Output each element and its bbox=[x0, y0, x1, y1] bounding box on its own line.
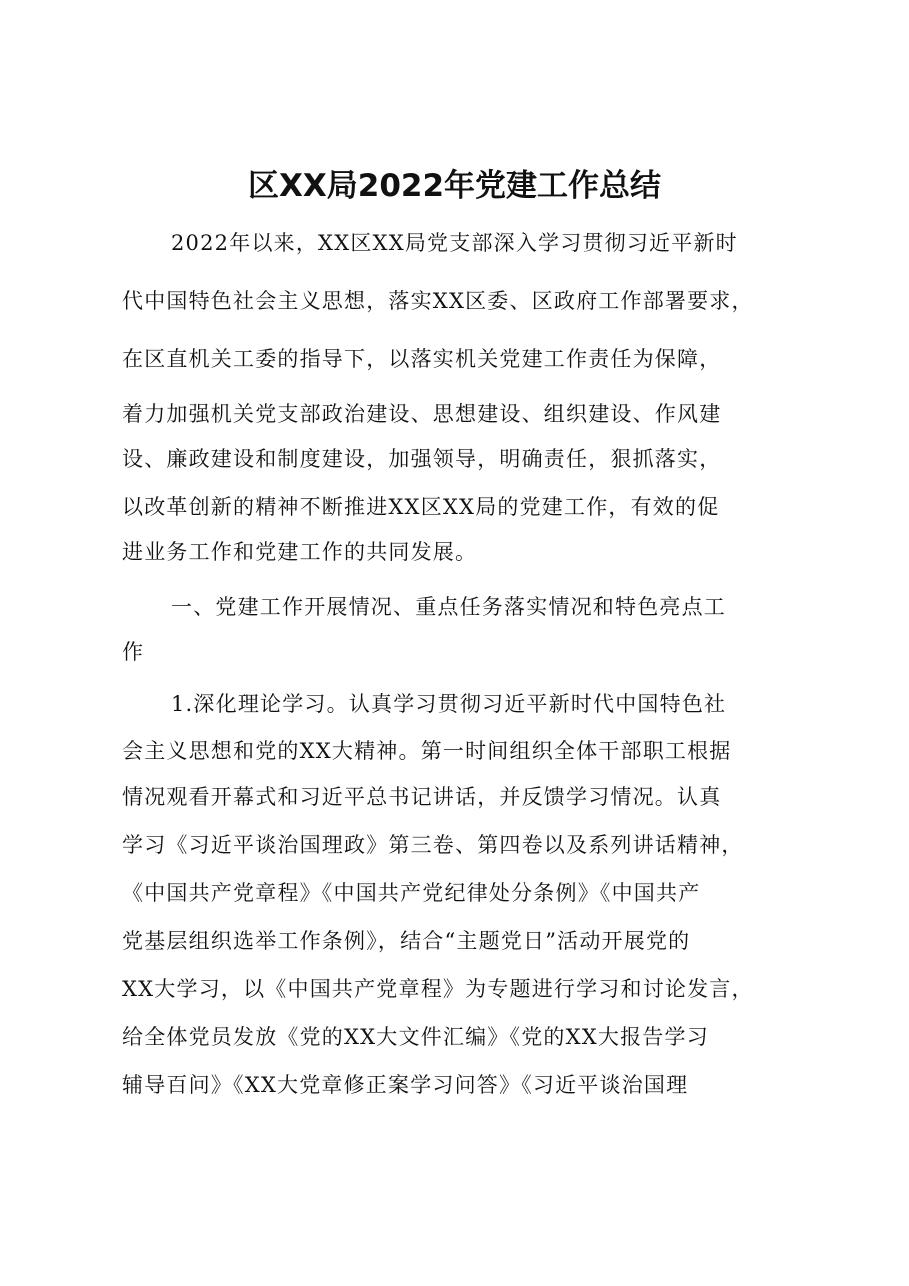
paragraph-line: 代中国特色社会主义思想，落实XX区委、区政府工作部署要求， bbox=[122, 289, 754, 313]
paragraph-line: 学习《习近平谈治国理政》第三卷、第四卷以及系列讲话精神， bbox=[122, 833, 744, 857]
paragraph-line: 1.深化理论学习。认真学习贯彻习近平新时代中国特色社 bbox=[171, 692, 727, 716]
paragraph-line: 辅导百问》《XX大党章修正案学习问答》《习近平谈治国理 bbox=[122, 1073, 689, 1097]
paragraph-line: 以改革创新的精神不断推进XX区XX局的党建工作，有效的促 bbox=[122, 495, 720, 519]
paragraph-line: 进业务工作和党建工作的共同发展。 bbox=[122, 540, 478, 564]
paragraph-line: 设、廉政建设和制度建设，加强领导，明确责任，狠抓落实， bbox=[122, 447, 722, 471]
paragraph-line: 情况观看开幕式和习近平总书记讲话，并反馈学习情况。认真 bbox=[122, 785, 722, 809]
section-heading-line: 作 bbox=[122, 640, 145, 664]
paragraph-line: 党基层组织选举工作条例》，结合“主题党日”活动开展党的 bbox=[122, 929, 691, 953]
paragraph-line: 着力加强机关党支部政治建设、思想建设、组织建设、作风建 bbox=[122, 402, 722, 426]
paragraph-line: 给全体党员发放《党的XX大文件汇编》《党的XX大报告学习 bbox=[122, 1025, 709, 1049]
paragraph-line: 在区直机关工委的指导下，以落实机关党建工作责任为保障， bbox=[122, 347, 722, 371]
section-heading-line: 一、党建工作开展情况、重点任务落实情况和特色亮点工 bbox=[171, 595, 726, 619]
paragraph-line: XX大学习，以《中国共产党章程》为专题进行学习和讨论发言， bbox=[122, 977, 754, 1001]
paragraph-line: 《中国共产党章程》《中国共产党纪律处分条例》《中国共产 bbox=[122, 881, 701, 905]
paragraph-line: 2022年以来，XX区XX局党支部深入学习贯彻习近平新时 bbox=[171, 231, 738, 255]
paragraph-line: 会主义思想和党的XX大精神。第一时间组织全体干部职工根据 bbox=[122, 739, 732, 763]
document-title: 区XX局2022年党建工作总结 bbox=[247, 168, 662, 204]
